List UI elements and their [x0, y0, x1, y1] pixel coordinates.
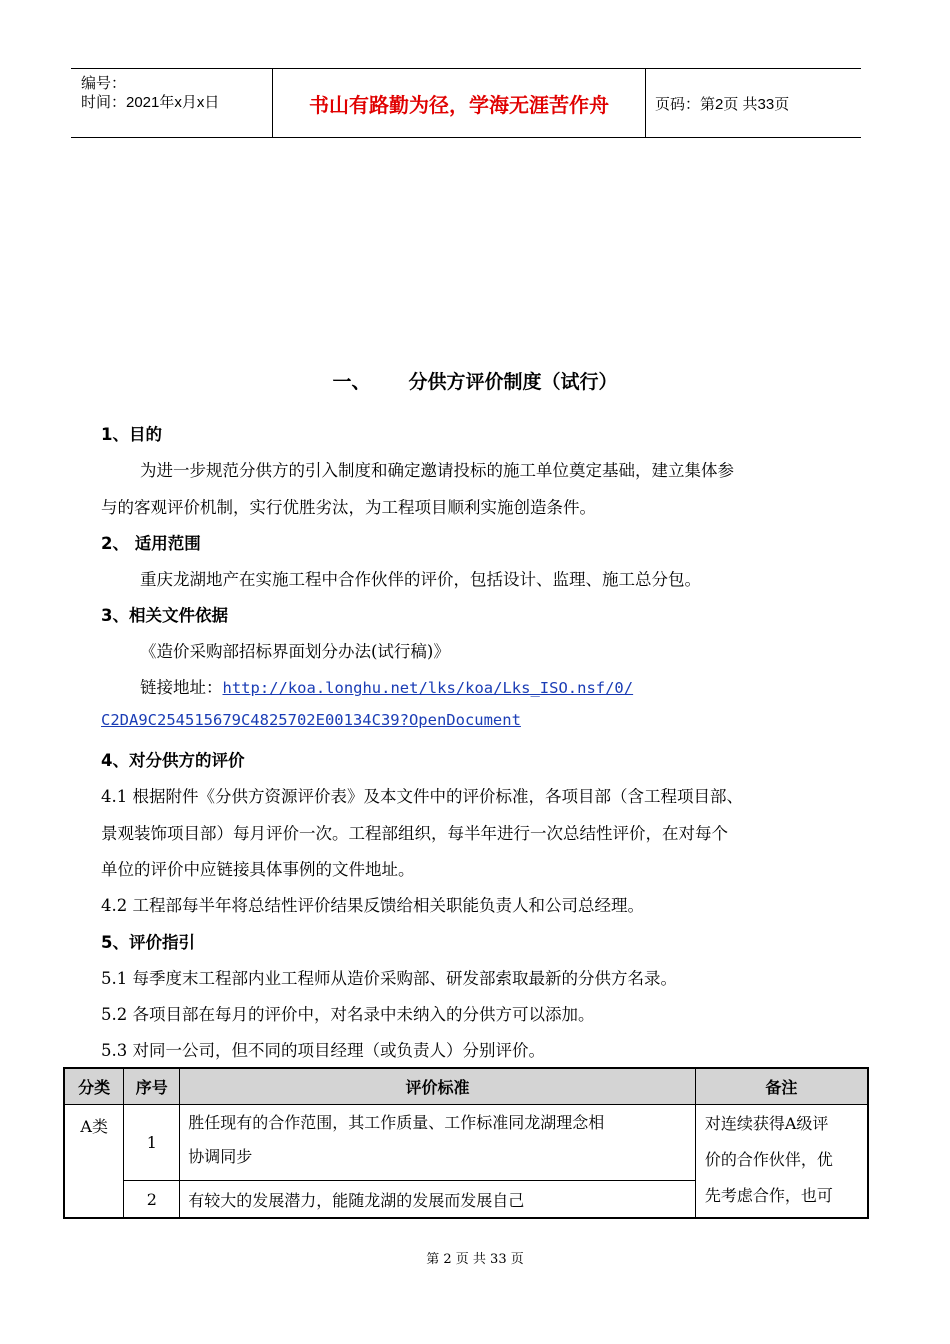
section-1-paragraph: 为进一步规范分供方的引入制度和确定邀请投标的施工单位奠定基础，建立集体参: [140, 461, 734, 480]
header-motto: 书山有路勤为径，学海无涯苦作舟: [273, 69, 646, 137]
document-title: [0, 367, 950, 394]
evaluation-table: [63, 1067, 869, 1219]
criteria-cell: [180, 1105, 696, 1181]
section-4-1-line-1: 4.1 根据附件《分供方资源评价表》及本文件中的评价标准，各项目部（含工程项目部、: [101, 787, 743, 806]
header-meta: [71, 69, 273, 137]
table-row: [64, 1105, 868, 1181]
document-time: 时间：2021年x月x日: [81, 94, 220, 111]
header-page-info: 页码：第2页 共33页: [655, 95, 790, 113]
section-4-heading: 4、对分供方的评价: [101, 751, 245, 770]
reference-document: 《造价采购部招标界面划分办法(试行稿)》: [140, 642, 450, 661]
section-1-heading: 1、目的: [101, 425, 162, 444]
remark-line: 价的合作伙伴，优: [704, 1150, 833, 1169]
section-5-3: 5.3 对同一公司，但不同的项目经理（或负责人）分别评价。: [101, 1041, 545, 1060]
criteria-line: 协调同步: [188, 1147, 253, 1166]
page-footer: 第 2 页 共 33 页: [426, 1252, 524, 1267]
section-4-2: 4.2 工程部每半年将总结性评价结果反馈给相关职能负责人和公司总经理。: [101, 896, 644, 915]
table-header-row: [64, 1068, 868, 1105]
section-5-1: 5.1 每季度末工程部内业工程师从造价采购部、研发部索取最新的分供方名录。: [101, 969, 677, 988]
remark-line: 先考虑合作，也可: [704, 1186, 833, 1205]
section-5-heading: 5、评价指引: [101, 933, 195, 952]
category-cell: A类: [64, 1105, 124, 1219]
criteria-cell: 有较大的发展潜力，能随龙湖的发展而发展自己: [180, 1181, 696, 1219]
page-header: [71, 68, 861, 138]
section-1-paragraph-cont: 与的客观评价机制，实行优胜劣汰，为工程项目顺利实施创造条件。: [101, 498, 596, 517]
header-remark: 备注: [695, 1068, 868, 1105]
section-4-1-line-2: 景观装饰项目部）每月评价一次。工程部组织，每半年进行一次总结性评价，在对每个: [101, 824, 728, 843]
row-number: 1: [124, 1105, 180, 1181]
section-4-1-line-3: 单位的评价中应链接具体事例的文件地址。: [101, 860, 415, 879]
header-criteria: 评价标准: [180, 1068, 696, 1105]
link-row: [140, 674, 633, 698]
title-number: 一、: [332, 371, 371, 393]
reference-link-part-2[interactable]: C2DA9C254515679C4825702E00134C39?OpenDocument: [101, 711, 521, 729]
section-3-heading: 3、相关文件依据: [101, 606, 228, 625]
document-number-label: 编号：: [81, 75, 127, 92]
remark-cell: [695, 1105, 868, 1219]
section-2-paragraph: 重庆龙湖地产在实施工程中合作伙伴的评价，包括设计、监理、施工总分包。: [140, 570, 701, 589]
section-2-heading: 2、 适用范围: [101, 534, 201, 553]
section-5-2: 5.2 各项目部在每月的评价中，对名录中未纳入的分供方可以添加。: [101, 1005, 595, 1024]
criteria-line: 胜任现有的合作范围，其工作质量、工作标准同龙湖理念相: [188, 1113, 605, 1132]
row-number: 2: [124, 1181, 180, 1219]
header-category: 分类: [64, 1068, 124, 1105]
remark-line: 对连续获得A级评: [704, 1114, 829, 1133]
link-label: 链接地址：: [140, 678, 223, 697]
title-text: 分供方评价制度（试行）: [408, 371, 618, 393]
header-number: 序号: [124, 1068, 180, 1105]
reference-link-part-1[interactable]: http://koa.longhu.net/lks/koa/Lks_ISO.nsf/0/: [222, 679, 634, 697]
